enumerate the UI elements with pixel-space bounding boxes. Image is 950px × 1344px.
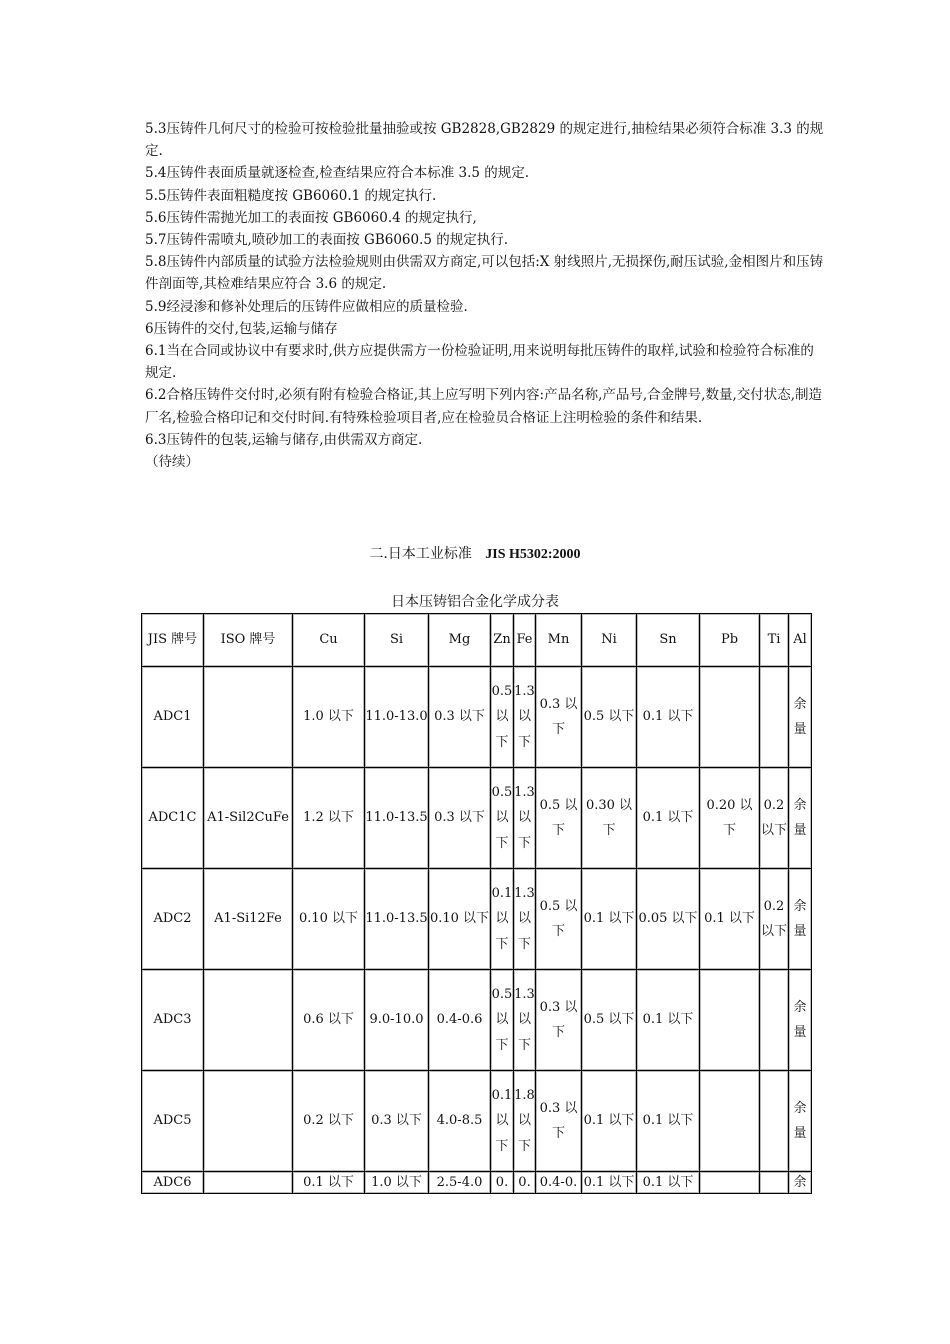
table-cell: 1.3以下 [514, 869, 536, 970]
paragraph-5-8: 5.8压铸件内部质量的试验方法检验规则由供需双方商定,可以包括:X 射线照片,无损探伤,耐压试验,金相图片和压铸件剖面等,其检难结果应符合 3.6 的规定. [145, 254, 824, 293]
header-cell: Fe [514, 614, 536, 667]
table-cell: 0.1 以下 [582, 1172, 637, 1194]
table-cell [204, 970, 293, 1071]
table-cell: ADC2 [142, 869, 204, 970]
table-cell: 0.2以下 [760, 869, 789, 970]
document-paragraphs [145, 118, 825, 473]
table-cell: 0.3 以下 [536, 1071, 582, 1172]
table-cell: 11.0-13.5 [365, 869, 429, 970]
table-cell [700, 1071, 760, 1172]
table-cell: 0.1 以下 [637, 1172, 700, 1194]
table-cell: 1.2 以下 [293, 768, 365, 869]
table-cell: 余量 [789, 768, 812, 869]
table-cell: 0. [491, 1172, 514, 1194]
table-cell: 11.0-13.0 [365, 667, 429, 768]
header-cell: Zn [491, 614, 514, 667]
header-cell: Pb [700, 614, 760, 667]
table-row [142, 768, 812, 869]
table-row [142, 1071, 812, 1172]
table-cell: 0.4-0.6 [429, 970, 491, 1071]
table-cell: 0.1以下 [491, 1071, 514, 1172]
table-cell [204, 1172, 293, 1194]
table-cell: 0.1 以下 [637, 768, 700, 869]
header-cell: Mg [429, 614, 491, 667]
table-cell: 0.3 以下 [365, 1071, 429, 1172]
table-cell: 0.5 以下 [582, 667, 637, 768]
header-cell: ISO 牌号 [204, 614, 293, 667]
table-cell: 2.5-4.0 [429, 1172, 491, 1194]
table-cell: 0.30 以下 [582, 768, 637, 869]
table-row [142, 1172, 812, 1194]
table-cell: 1.3以下 [514, 768, 536, 869]
table-row [142, 869, 812, 970]
table-cell: 0.3 以下 [429, 768, 491, 869]
table-cell: 9.0-10.0 [365, 970, 429, 1071]
to-be-continued: （待续） [145, 454, 199, 471]
table-caption: 日本压铸铝合金化学成分表 [391, 594, 559, 610]
table-cell: 余 [789, 1172, 812, 1194]
table-cell: 0.05 以下 [637, 869, 700, 970]
table-cell [700, 1172, 760, 1194]
table-cell: 0.20 以下 [700, 768, 760, 869]
heading-prefix: 二.日本工业标准 [369, 546, 472, 562]
paragraph-6-1: 6.1当在合同或协议中有要求时,供方应提供需方一份检验证明,用来说明每批压铸件的取样,试验和检验符合标准的规定. [145, 343, 814, 382]
table-cell: 0.5以下 [491, 667, 514, 768]
header-cell: Sn [637, 614, 700, 667]
header-cell: Cu [293, 614, 365, 667]
header-cell: Mn [536, 614, 582, 667]
paragraph-5-9: 5.9经浸渗和修补处理后的压铸件应做相应的质量检验. [145, 298, 468, 315]
table-cell: 0.5以下 [491, 970, 514, 1071]
paragraph-5-7: 5.7压铸件需喷丸,喷砂加工的表面按 GB6060.5 的规定执行. [145, 232, 509, 249]
table-cell: 0.3 以下 [536, 970, 582, 1071]
table-cell: 1.8以下 [514, 1071, 536, 1172]
paragraph-5-3: 5.3压铸件几何尺寸的检验可按检验批量抽验或按 GB2828,GB2829 的规定进行,抽检结果必须符合标准 3.3 的规定. [145, 121, 824, 160]
paragraph-5-5: 5.5压铸件表面粗糙度按 GB6060.1 的规定执行. [145, 187, 437, 204]
table-cell: 0.1以下 [491, 869, 514, 970]
heading-standard: JIS H5302:2000 [485, 547, 581, 562]
table-cell: 0.5以下 [491, 768, 514, 869]
table-cell: 0.5 以下 [582, 970, 637, 1071]
table-cell: 0.1 以下 [582, 1071, 637, 1172]
table-cell: 0.4-0. [536, 1172, 582, 1194]
paragraph-5-6: 5.6压铸件需抛光加工的表面按 GB6060.4 的规定执行, [145, 209, 477, 226]
table-cell [760, 1172, 789, 1194]
table-cell: 0.6 以下 [293, 970, 365, 1071]
table-body [142, 614, 812, 1194]
table-cell [760, 1071, 789, 1172]
table-cell: 0.3 以下 [429, 667, 491, 768]
section-heading [0, 543, 950, 563]
table-cell: A1-Sil2CuFe [204, 768, 293, 869]
table-cell: 0.10 以下 [293, 869, 365, 970]
table-header-row [142, 614, 812, 667]
paragraph-5-4: 5.4压铸件表面质量就逐检查,检查结果应符合本标准 3.5 的规定. [145, 165, 530, 182]
table-cell: 0.5 以下 [536, 768, 582, 869]
table-cell: 0.1 以下 [637, 970, 700, 1071]
section-6-title: 6压铸件的交付,包装,运输与储存 [145, 320, 338, 337]
paragraph-6-3: 6.3压铸件的包装,运输与储存,由供需双方商定. [145, 431, 423, 448]
table-cell: 1.0 以下 [365, 1172, 429, 1194]
table-cell: 0.1 以下 [293, 1172, 365, 1194]
table-cell: 1.0 以下 [293, 667, 365, 768]
table-cell: 余量 [789, 1071, 812, 1172]
table-cell: A1-Si12Fe [204, 869, 293, 970]
table-cell: 1.3以下 [514, 667, 536, 768]
paragraph-6-2: 6.2合格压铸件交付时,必须有附有检验合格证,其上应写明下列内容:产品名称,产品号,合金牌号,数量,交付状态,制造厂名,检验合格印记和交付时间.有特殊检验项目者,应在检验员合格证上注明检验的条件和结果. [145, 387, 823, 426]
header-cell: Si [365, 614, 429, 667]
table-cell: 0.1 以下 [637, 667, 700, 768]
table-cell: 0.2 以下 [293, 1071, 365, 1172]
table-cell: ADC6 [142, 1172, 204, 1194]
table-cell [760, 667, 789, 768]
table-cell: 4.0-8.5 [429, 1071, 491, 1172]
header-cell: Al [789, 614, 812, 667]
table-cell: 0.10 以下 [429, 869, 491, 970]
table-cell: 11.0-13.5 [365, 768, 429, 869]
table-cell: ADC5 [142, 1071, 204, 1172]
table-cell: 余量 [789, 970, 812, 1071]
table-cell [760, 970, 789, 1071]
table-cell [700, 667, 760, 768]
table-cell: 0.5 以下 [536, 869, 582, 970]
table-cell: 0.1 以下 [700, 869, 760, 970]
table-cell [204, 667, 293, 768]
table-cell: ADC3 [142, 970, 204, 1071]
table-cell: 0. [514, 1172, 536, 1194]
table-cell: ADC1 [142, 667, 204, 768]
table-cell [204, 1071, 293, 1172]
table-cell: 0.3 以下 [536, 667, 582, 768]
table-cell [700, 970, 760, 1071]
composition-table [141, 613, 812, 1194]
table-row [142, 667, 812, 768]
header-cell: JIS 牌号 [142, 614, 204, 667]
table-row [142, 970, 812, 1071]
header-cell: Ni [582, 614, 637, 667]
table-cell: 余量 [789, 869, 812, 970]
table-cell: 0.2以下 [760, 768, 789, 869]
table-cell: ADC1C [142, 768, 204, 869]
table-cell: 余量 [789, 667, 812, 768]
table-cell: 0.1 以下 [637, 1071, 700, 1172]
header-cell: Ti [760, 614, 789, 667]
table-cell: 1.3以下 [514, 970, 536, 1071]
table-cell: 0.1 以下 [582, 869, 637, 970]
